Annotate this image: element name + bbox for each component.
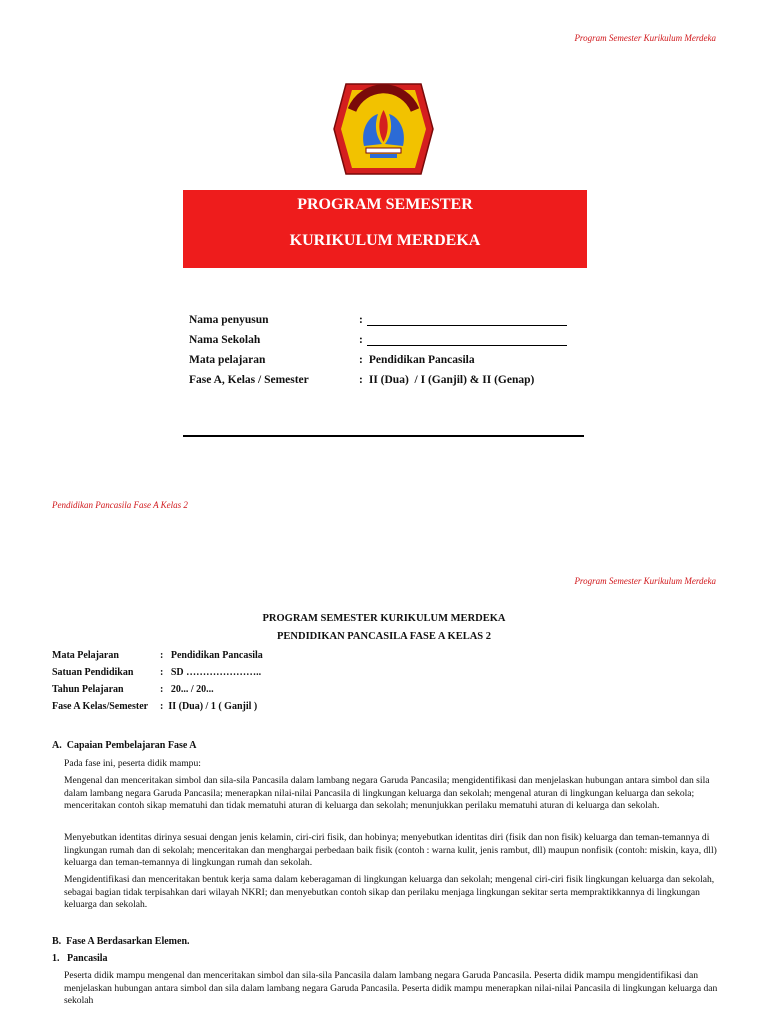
document-meta: [52, 650, 263, 718]
banner-title-line1: PROGRAM SEMESTER: [297, 196, 473, 213]
title-banner: [183, 190, 587, 268]
field-separator: :: [359, 374, 363, 386]
section-b-sub-pancasila: 1. Pancasila: [52, 953, 108, 964]
blank-line: [367, 314, 567, 326]
page-footer: Pendidikan Pancasila Fase A Kelas 2: [52, 500, 188, 510]
section-b-heading: B. Fase A Berdasarkan Elemen.: [52, 936, 190, 947]
document-title: PROGRAM SEMESTER KURIKULUM MERDEKA: [262, 613, 506, 624]
section-a-paragraph-3: Mengidentifikasi dan menceritakan bentuk kerja sama dalam keberagaman di lingkungan keluarga dan sekolah; mengenal ciri-ciri fisik lingkungan keluarga dan sekolah, sebagai bagian tidak terpisahkan dari wilayah NKRI; dan menyebutkan contoh sikap dan perilaku menjaga lingkungan sekitar serta mempraktikkannya di lingkungan keluarga dan sekolah.: [64, 874, 715, 910]
meta-label: Fase A Kelas/Semester: [52, 701, 149, 712]
tut-wuri-handayani-emblem-icon: [330, 80, 437, 178]
meta-row: [52, 701, 263, 718]
meta-label: Tahun Pelajaran: [52, 684, 124, 695]
section-a-heading: A. Capaian Pembelajaran Fase A: [52, 740, 197, 751]
field-label: Fase A, Kelas / Semester: [189, 374, 309, 386]
field-label: Nama Sekolah: [189, 334, 261, 346]
field-separator: :: [359, 314, 363, 326]
meta-row: [52, 667, 263, 684]
field-separator: :: [359, 354, 363, 366]
meta-row: [52, 684, 263, 701]
page-header: Program Semester Kurikulum Merdeka: [574, 33, 716, 43]
page-header: Program Semester Kurikulum Merdeka: [574, 576, 716, 586]
section-b-paragraph-1: Peserta didik mampu mengenal dan menceritakan simbol dan sila-sila Pancasila dalam lambang negara Garuda Pancasila. Peserta didik mampu mengidentifikasi dan menjelaskan hubungan antara simbol dan sila dalam lambang negara Garuda Pancasila. Peserta didik mampu menerapkan nilai-nilai Pancasila di lingkungan keluarga dan sekolah: [64, 970, 718, 1006]
divider-line: [183, 435, 584, 437]
meta-label: Mata Pelajaran: [52, 650, 119, 661]
banner-title-line2: KURIKULUM MERDEKA: [289, 232, 481, 249]
field-value: Pendidikan Pancasila: [368, 354, 475, 366]
section-a-paragraph-2: Menyebutkan identitas dirinya sesuai dengan jenis kelamin, ciri-ciri fisik, dan hobinya; menyebutkan identitas diri (fisik dan non fisik) keluarga dan teman-temannya di lingkungan rumah dan di sekolah; menceritakan dan menghargai perbedaan baik fisik (contoh : warna kulit, jenis rambut, dll) maupun nonfisik (contoh: miskin, kaya, dll) keluarga dan teman-temannya di lingkungan rumah dan sekolah.: [64, 832, 717, 868]
blank-line: [367, 334, 567, 346]
meta-value: : SD …………………..: [160, 667, 262, 678]
field-nama-penyusun: [189, 314, 567, 334]
field-separator: :: [359, 334, 363, 346]
field-nama-sekolah: [189, 334, 567, 354]
meta-label: Satuan Pendidikan: [52, 667, 134, 678]
section-a-intro: Pada fase ini, peserta didik mampu:: [64, 758, 201, 769]
field-value: II (Dua) / I (Ganjil) & II (Genap): [368, 374, 535, 386]
field-fase-kelas-semester: [189, 374, 567, 394]
meta-value: : Pendidikan Pancasila: [160, 650, 263, 661]
section-a-paragraph-1: Mengenal dan menceritakan simbol dan sila-sila Pancasila dalam lambang negara Garuda Pancasila; mengidentifikasi dan menjelaskan hubungan antara simbol dan sila dalam lambang negara Garuda Pancasila; menerapkan nilai-nilai Pancasila di lingkungan keluarga dan sekolah; mengenal aturan di lingkungan keluarga dan sekola; menceritakan contoh sikap mematuhi dan tidak mematuhi aturan di keluarga dan sekolah; menunjukkan perilaku mematuhi aturan di keluarga dan sekolah.: [64, 775, 710, 811]
field-label: Nama penyusun: [189, 314, 269, 326]
field-mata-pelajaran: [189, 354, 567, 374]
meta-value: : II (Dua) / 1 ( Ganjil ): [160, 701, 258, 712]
field-label: Mata pelajaran: [189, 354, 266, 366]
document-subtitle: PENDIDIKAN PANCASILA FASE A KELAS 2: [276, 631, 492, 642]
cover-fields: [189, 314, 567, 394]
meta-value: : 20... / 20...: [160, 684, 214, 695]
meta-row: [52, 650, 263, 667]
